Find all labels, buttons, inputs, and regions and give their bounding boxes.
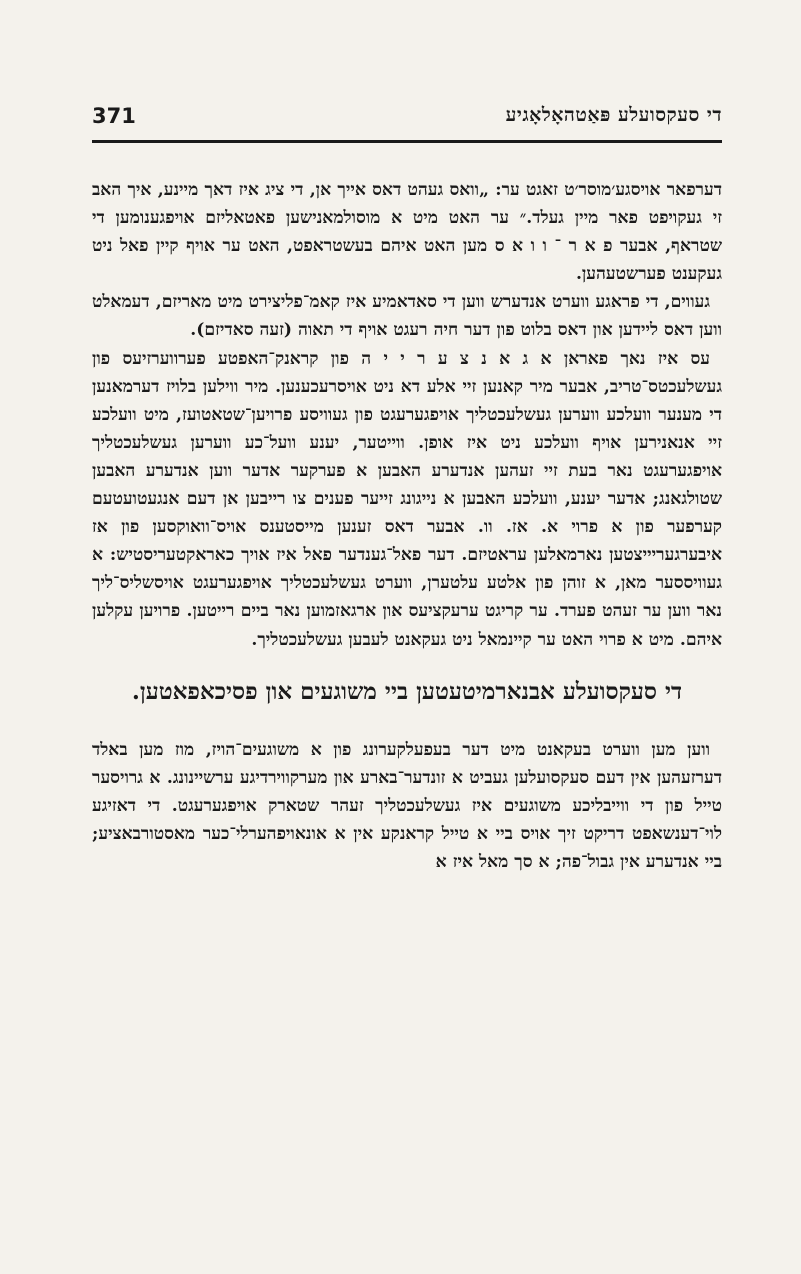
paragraph: געווים, די פראגע ווערט אנדערש ווען די סאדאמיע איז קאמ־פליצירט מיט מאריזם, דעמאלט ווען דאס ליידען און דאס בלוט פון דער חיה רעגט אויף די תאוה (זעה סאדיזם). <box>92 292 722 341</box>
header-rule <box>92 140 722 143</box>
page-number: 371 <box>92 104 136 128</box>
paragraph: ווען מען ווערט בעקאנט מיט דער בעפעלקערונג פון א משוגעים־הויז, מוז מען באלד דערזעהען אין דעם סעקסועלען געביט א זונדער־בארע און מערקווירדיגע ערשיינונג. א גרויסער טייל פון די ווייבליכע משוגעים איז געשלעכטליך זעהר שטארק אויפגערעגט. די דאזיגע לוי־דענשאפט דריקט זיך אויס ביי א טייל קראנקע אין א אונאויפהערלי־כער מאסטורבאציע; ביי אנדערע אין גבול־פה; א סך מאל איז א <box>92 739 722 872</box>
section-heading: די סעקסועלע אבנארמיטעטען ביי משוגעים און פסיכאפאטען. <box>131 677 683 705</box>
running-title: די סעקסועלע פּאַטהאָלאָגיע <box>505 104 722 126</box>
page-header <box>92 104 722 138</box>
paragraph: דערפאר אויסגע׳מוסר׳ט זאגט ער: „וואס געהט דאס אייך אן, די ציג איז דאך מיינע, איך האב זי געקויפט פאר מיין געלד.״ ער האט מיט א מוסולמאנישען פאטאליזם אויפגענומען די שטראף, אבער פ א ר ־ ו ו א ס מען האט איהם בעשטראפט, האט ער אויף קיין פאל ניט געקענט פערשטעהען. <box>92 180 722 285</box>
page <box>92 0 722 1274</box>
paragraph: עס איז נאך פאראן א ג א נ צ ע ר י י ה פון קראנק־האפטע פערווערזיעס פון געשלעכטס־טריב, אבער מיר קאנען זיי אלע דא ניט אויסרעכענען. מיר ווילען בלויז דערמאנען די מענער וועלכע ווערען געשלעכטליך אויפגערעגט פון געוויסע פרויען־שטאטועז, מיט וועלכע זיי אנאנירען אויף וועלכע ניט איז אופן. ווייטער, יענע וועל־כע ווערען געשלעכטליך אויפגערעגט נאר בעת זיי זעהען אנדערע האבען א פערקער אדער ווען אנדערע האבען שטולגאנג; אדער יענע, וועלכע האבען א נייגונג זייער פענים צו רייבען אן דעם אנגעטועטעם קערפער פון א פרוי א. אז. וו. אבער דאס זענען מייסטענס אויס־וואוקסען פון אז איבערגעריייצטען נארמאלען עראטיזם. דער פאל־גענדער פאל איז אויך כאראקטעריסטיש: א געוויססער מאן, א זוהן פון אלטע עלטערן, ווערט געשלעכטליך אויפגערעגט אויסשליס־ליך נאר ווען ער זעהט פערד. ער קריגט ערעקציעס און ארגאזמוען נאר ביים רייטען. פרויען עקלען איהם. מיט א פרוי האט ער קיינמאל ניט געקאנט לעבען געשלעכטליך. <box>92 348 722 650</box>
body-text <box>92 176 722 876</box>
